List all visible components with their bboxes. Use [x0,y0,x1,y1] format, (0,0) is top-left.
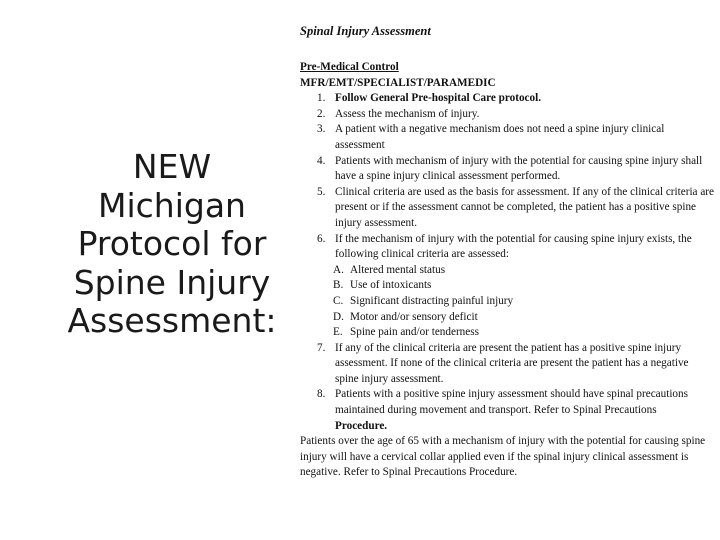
step-item [300,185,720,232]
step-text: Patients with mechanism of injury with the potential for causing spine injury shall [335,154,703,167]
step-item [300,154,720,185]
step-text: If the mechanism of injury with the potential for causing spine injury exists, the [335,232,692,245]
step-text: maintained during movement and transport. Refer to Spinal Precautions [335,404,657,417]
footer-line: negative. Refer to Spinal Precautions Procedure. [300,466,518,479]
step-text: Assess the mechanism of injury. [335,107,480,120]
steps-list [300,91,720,263]
step-text: following clinical criteria are assessed: [335,248,509,261]
slide-title [52,148,292,341]
criteria-text: Motor and/or sensory deficit [350,310,478,323]
step-text: present or if the assessment cannot be completed, the patient has a positive spine [335,201,697,214]
step-number: 5. [317,185,326,198]
step-item [300,387,720,434]
step-text: Follow General Pre-hospital Care protocol. [335,92,542,105]
step-number: 3. [317,123,326,136]
step-text: assessment [335,138,385,151]
footer-note [300,434,720,481]
provider-line: MFR/EMT/SPECIALIST/PARAMEDIC [300,76,496,89]
criteria-letter: E. [333,326,343,339]
step-number: 7. [317,341,326,354]
step-item [300,91,720,107]
slide-title-line: NEW [132,147,212,186]
section-header: Pre-Medical Control [300,61,399,73]
step-item [300,341,720,388]
slide-title-line: Assessment: [67,301,277,340]
step-text: Procedure. [335,419,388,432]
criteria-text: Spine pain and/or tenderness [350,326,479,339]
criteria-item [300,278,720,294]
step-text: If any of the clinical criteria are present the patient has a positive spine injury [335,341,682,354]
step-text: spine injury assessment. [335,372,444,385]
step-number: 4. [317,154,326,167]
step-text: have a spine injury clinical assessment performed. [335,170,561,183]
criteria-letter: B. [333,279,344,292]
step-text: A patient with a negative mechanism does not need a spine injury clinical [335,123,665,136]
step-number: 8. [317,388,326,401]
step-text: Clinical criteria are used as the basis for assessment. If any of the clinical criteria are [335,185,714,198]
steps-list-continued [300,341,720,435]
criteria-text: Significant distracting painful injury [350,294,514,307]
slide-title-line: Michigan [98,185,246,225]
step-number: 1. [317,92,326,105]
step-item [300,232,720,263]
criteria-letter: C. [333,294,344,307]
step-item [300,122,720,153]
criteria-item [300,294,720,310]
criteria-list [300,263,720,341]
criteria-item [300,325,720,341]
step-item [300,107,720,123]
step-text: Patients with a positive spine injury assessment should have spinal precautions [335,388,688,401]
step-text: injury assessment. [335,216,418,229]
footer-line: injury will have a cervical collar applied even if the spinal injury clinical assessment is [300,450,689,463]
slide-title-line: Protocol for [77,224,267,263]
step-number: 6. [317,232,326,245]
slide-title-line: Spine Injury [73,262,271,302]
criteria-text: Use of intoxicants [350,279,432,292]
protocol-document [300,22,720,492]
criteria-letter: A. [333,263,344,276]
criteria-letter: D. [333,310,344,323]
step-text: assessment. If none of the clinical criteria are present the patient has a negative [335,357,689,370]
criteria-item [300,263,720,279]
criteria-text: Altered mental status [350,263,446,276]
footer-line: Patients over the age of 65 with a mechanism of injury with the potential for causing spine [300,435,706,448]
document-title: Spinal Injury Assessment [300,24,431,38]
criteria-item [300,310,720,326]
step-number: 2. [317,107,326,120]
